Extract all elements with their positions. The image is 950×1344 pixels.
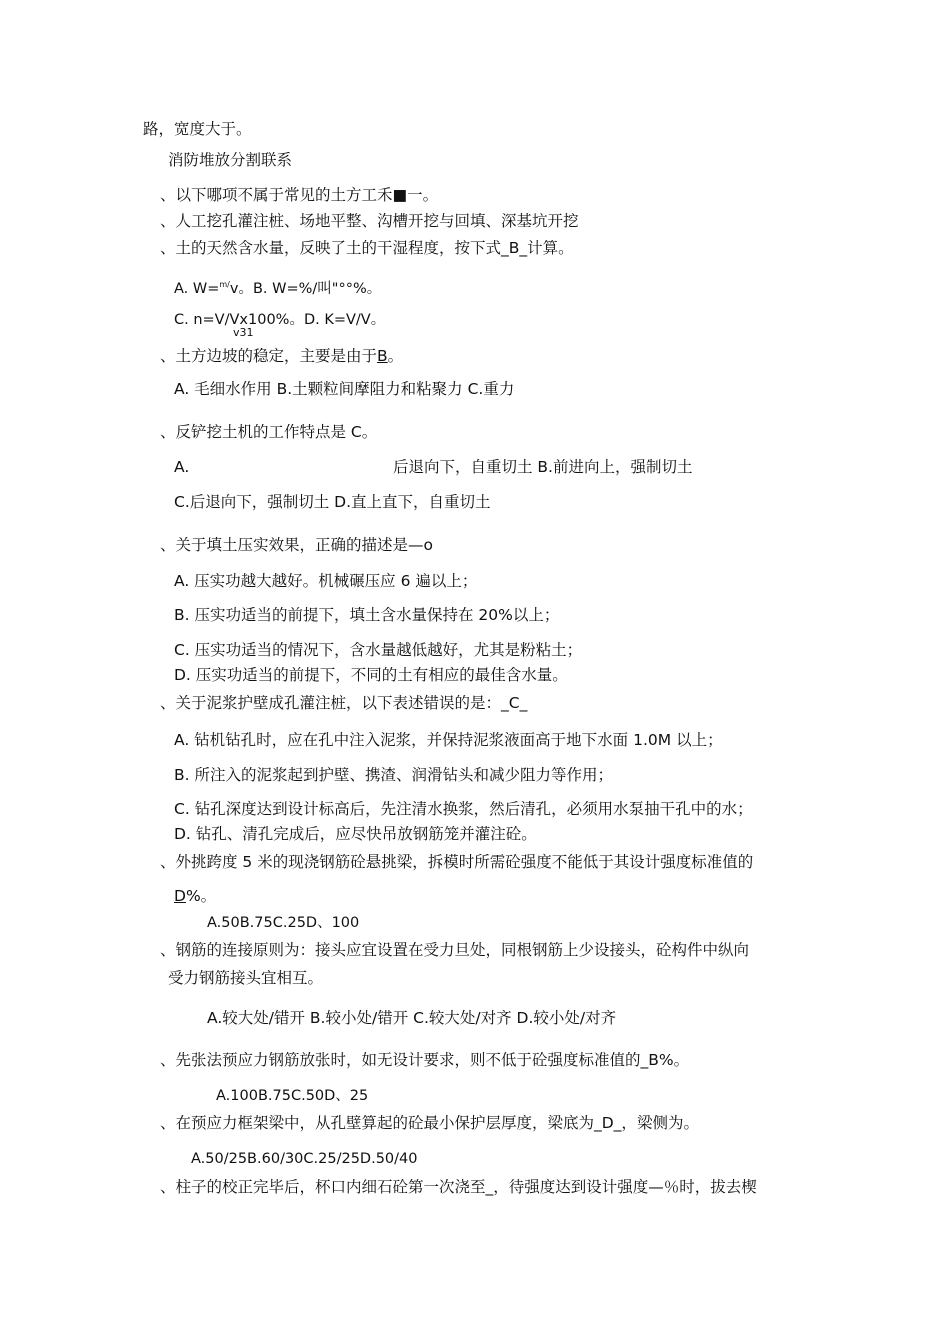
text-fragment: %。 xyxy=(185,887,217,905)
option-line: A. xyxy=(174,458,190,476)
option-line: C. 压实功适当的情况下，含水量越低越好，尤其是粉粘土； xyxy=(174,641,583,659)
answer-mark: B xyxy=(377,347,388,365)
option-line: A. 压实功越大越好。机械碾压应 6 遍以上； xyxy=(174,572,478,590)
option-line: A. 毛细水作用 B.土颗粒间摩阻力和粘聚力 C.重力 xyxy=(174,380,515,398)
text-line: 受力钢筋接头宜相互。 xyxy=(168,969,324,987)
question-line: 、在预应力框架梁中，从孔壁算起的砼最小保护层厚度，梁底为_D_，梁侧为。 xyxy=(160,1114,699,1132)
option-line: A.50B.75C.25D、100 xyxy=(207,915,360,931)
formula-part: A. W= xyxy=(174,280,220,297)
question-line: 、柱子的校正完毕后，杯口内细石砼第一次浇至_，待强度达到设计强度—％时，拔去楔 xyxy=(160,1178,757,1196)
text-line: 路，宽度大于。 xyxy=(143,120,252,138)
option-line: A.较大处/错开 B.较小处/错开 C.较大处/对齐 D.较小处/对齐 xyxy=(207,1009,617,1027)
option-line: D. 钻孔、清孔完成后，应尽快吊放钢筋笼并灌注砼。 xyxy=(174,825,537,843)
question-line: 、钢筋的连接原则为：接头应宜设置在受力旦处，同根钢筋上少设接头，砼构件中纵向 xyxy=(160,941,750,959)
question-line: 、关于填土压实效果，正确的描述是—o xyxy=(160,536,433,554)
option-line: D. 压实功适当的前提下，不同的土有相应的最佳含水量。 xyxy=(174,666,568,684)
option-line: B. 所注入的泥浆起到护壁、携渣、润滑钻头和减少阻力等作用； xyxy=(174,766,613,784)
option-line xyxy=(174,275,381,299)
question-text: 、土方边坡的稳定，主要是由于 xyxy=(160,347,378,365)
option-line: C. 钻孔深度达到设计标高后，先注清水换浆，然后清孔，必须用水泵抽干孔中的水； xyxy=(174,800,753,818)
question-line: 、以下哪项不属于常见的土方工禾■一。 xyxy=(160,186,439,204)
answer-mark: D xyxy=(174,887,186,905)
text-line: 消防堆放分割联系 xyxy=(168,151,293,169)
question-text: 。 xyxy=(387,347,404,365)
option-line: B. 压实功适当的前提下，填土含水量保持在 20%以上； xyxy=(174,606,560,624)
option-line: C. n=V/Vx100%。D. K=V/V。 xyxy=(174,312,386,328)
text-line: 、人工挖孔灌注桩、场地平整、沟槽开挖与回填、深基坑开挖 xyxy=(160,212,579,230)
formula-part: v。B. W=%/叫"°°%。 xyxy=(229,280,382,297)
question-line: 、外挑跨度 5 米的现浇钢筋砼悬挑梁，拆模时所需砼强度不能低于其设计强度标准值的 xyxy=(160,853,754,871)
option-line: A.100B.75C.50D、25 xyxy=(216,1088,369,1104)
question-line: 、先张法预应力钢筋放张时，如无设计要求，则不低于砼强度标准值的_B%。 xyxy=(160,1051,690,1069)
option-line: 后退向下，自重切土 B.前进向上，强制切土 xyxy=(393,458,693,476)
option-line: A.50/25B.60/30C.25/25D.50/40 xyxy=(191,1151,418,1167)
text-line xyxy=(174,886,216,906)
option-line: C.后退向下，强制切土 D.直上直下，自重切土 xyxy=(174,493,491,511)
option-line: A. 钻机钻孔时，应在孔中注入泥浆，并保持泥浆液面高于地下水面 1.0M 以上； xyxy=(174,731,723,749)
question-line: 、反铲挖土机的工作特点是 C。 xyxy=(160,423,378,441)
formula-subscript: v31 xyxy=(233,326,254,339)
formula-superscript: m/ xyxy=(219,280,230,289)
question-line xyxy=(160,346,403,366)
question-line: 、关于泥浆护壁成孔灌注桩，以下表述错误的是：_C_ xyxy=(160,694,528,712)
question-line: 、土的天然含水量，反映了土的干湿程度，按下式_B_计算。 xyxy=(160,239,574,257)
